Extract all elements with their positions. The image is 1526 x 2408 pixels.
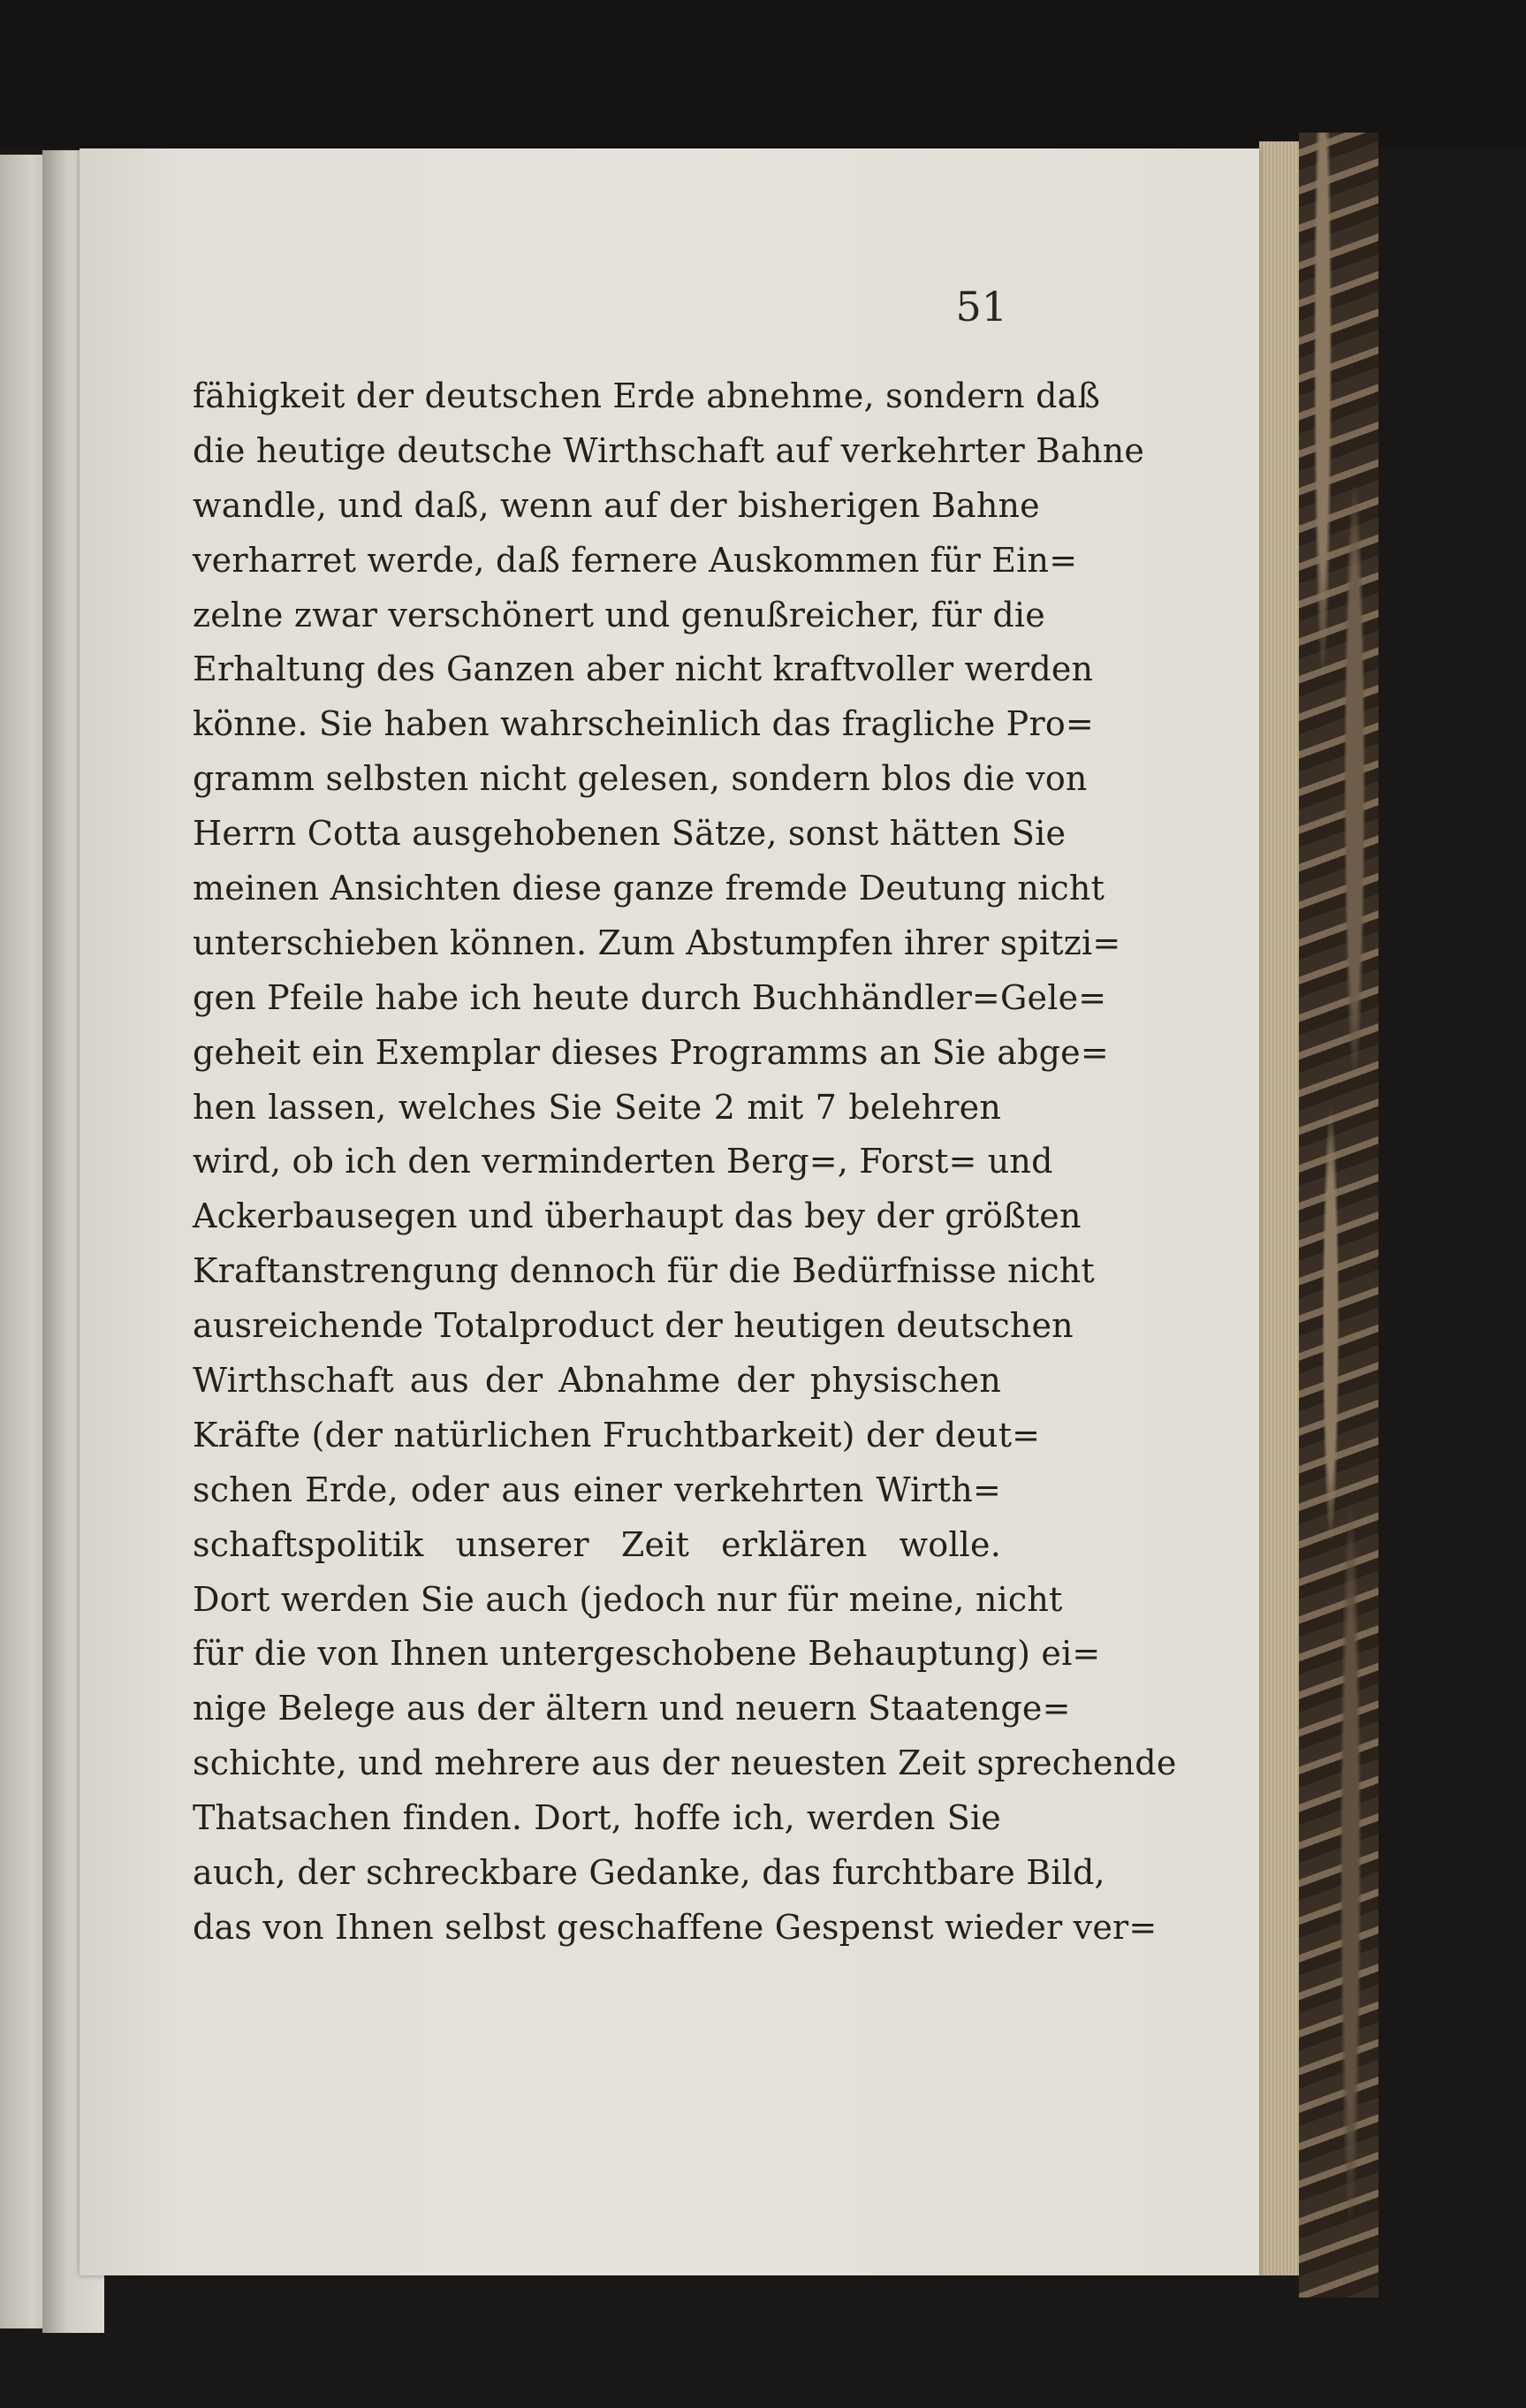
- page-body-text: [193, 369, 1177, 1956]
- text-line: die heutige deutsche Wirthschaft auf verkehrter Bahne: [193, 430, 1145, 470]
- text-line: könne. Sie haben wahrscheinlich das fragliche Pro=: [193, 704, 1094, 744]
- text-line: gen Pfeile habe ich heute durch Buchhändler=Gele=: [193, 977, 1107, 1017]
- text-line: zelne zwar verschönert und genußreicher, für die: [193, 595, 1045, 634]
- text-line: Kräfte (der natürlichen Fruchtbarkeit) der deut=: [193, 1415, 1041, 1455]
- marbled-cover: [1299, 133, 1378, 2298]
- text-line: Erhaltung des Ganzen aber nicht kraftvoller werden: [193, 649, 1094, 689]
- text-line: hen lassen, welches Sie Seite 2 mit 7 belehren: [193, 1087, 1001, 1127]
- text-line: verharret werde, daß fernere Auskommen für Ein=: [193, 540, 1078, 580]
- text-line: das von Ihnen selbst geschaffene Gespenst wieder ver=: [193, 1907, 1158, 1947]
- background-shadow: [0, 0, 1526, 148]
- text-line: geheit ein Exemplar dieses Programms an Sie abge=: [193, 1032, 1109, 1072]
- text-line: schen Erde, oder aus einer verkehrten Wirth=: [193, 1470, 1001, 1509]
- text-line: wandle, und daß, wenn auf der bisherigen Bahne: [193, 485, 1040, 525]
- text-line: meinen Ansichten diese ganze fremde Deutung nicht: [193, 869, 1105, 908]
- text-line: für die von Ihnen untergeschobene Behauptung) ei=: [193, 1634, 1101, 1674]
- text-line: Herrn Cotta ausgehobenen Sätze, sonst hätten Sie: [193, 814, 1067, 854]
- text-line: auch, der schreckbare Gedanke, das furchtbare Bild,: [193, 1853, 1105, 1893]
- text-line: Ackerbausegen und überhaupt das bey der größten: [193, 1196, 1082, 1236]
- page-number: 51: [955, 283, 1007, 330]
- text-line: Thatsachen finden. Dort, hoffe ich, werden Sie: [193, 1798, 1001, 1838]
- text-line: Dort werden Sie auch (jedoch nur für meine, nicht: [193, 1579, 1063, 1619]
- text-line: schaftspolitik unserer Zeit erklären wolle.: [193, 1524, 1001, 1564]
- text-line: Kraftanstrengung dennoch für die Bedürfnisse nicht: [193, 1251, 1095, 1291]
- text-line: fähigkeit der deutschen Erde abnehme, sondern daß: [193, 376, 1101, 415]
- text-line: schichte, und mehrere aus der neuesten Zeit sprechende: [193, 1743, 1177, 1783]
- text-line: gramm selbsten nicht gelesen, sondern blos die von: [193, 759, 1088, 799]
- page-block-edges: [1259, 141, 1303, 2275]
- text-line: Wirthschaft aus der Abnahme der physischen: [193, 1361, 1001, 1401]
- text-line: unterschieben können. Zum Abstumpfen ihrer spitzi=: [193, 923, 1121, 962]
- text-line: nige Belege aus der ältern und neuern Staatenge=: [193, 1689, 1071, 1728]
- text-line: wird, ob ich den verminderten Berg=, Forst= und: [193, 1142, 1053, 1181]
- text-line: ausreichende Totalproduct der heutigen deutschen: [193, 1306, 1074, 1346]
